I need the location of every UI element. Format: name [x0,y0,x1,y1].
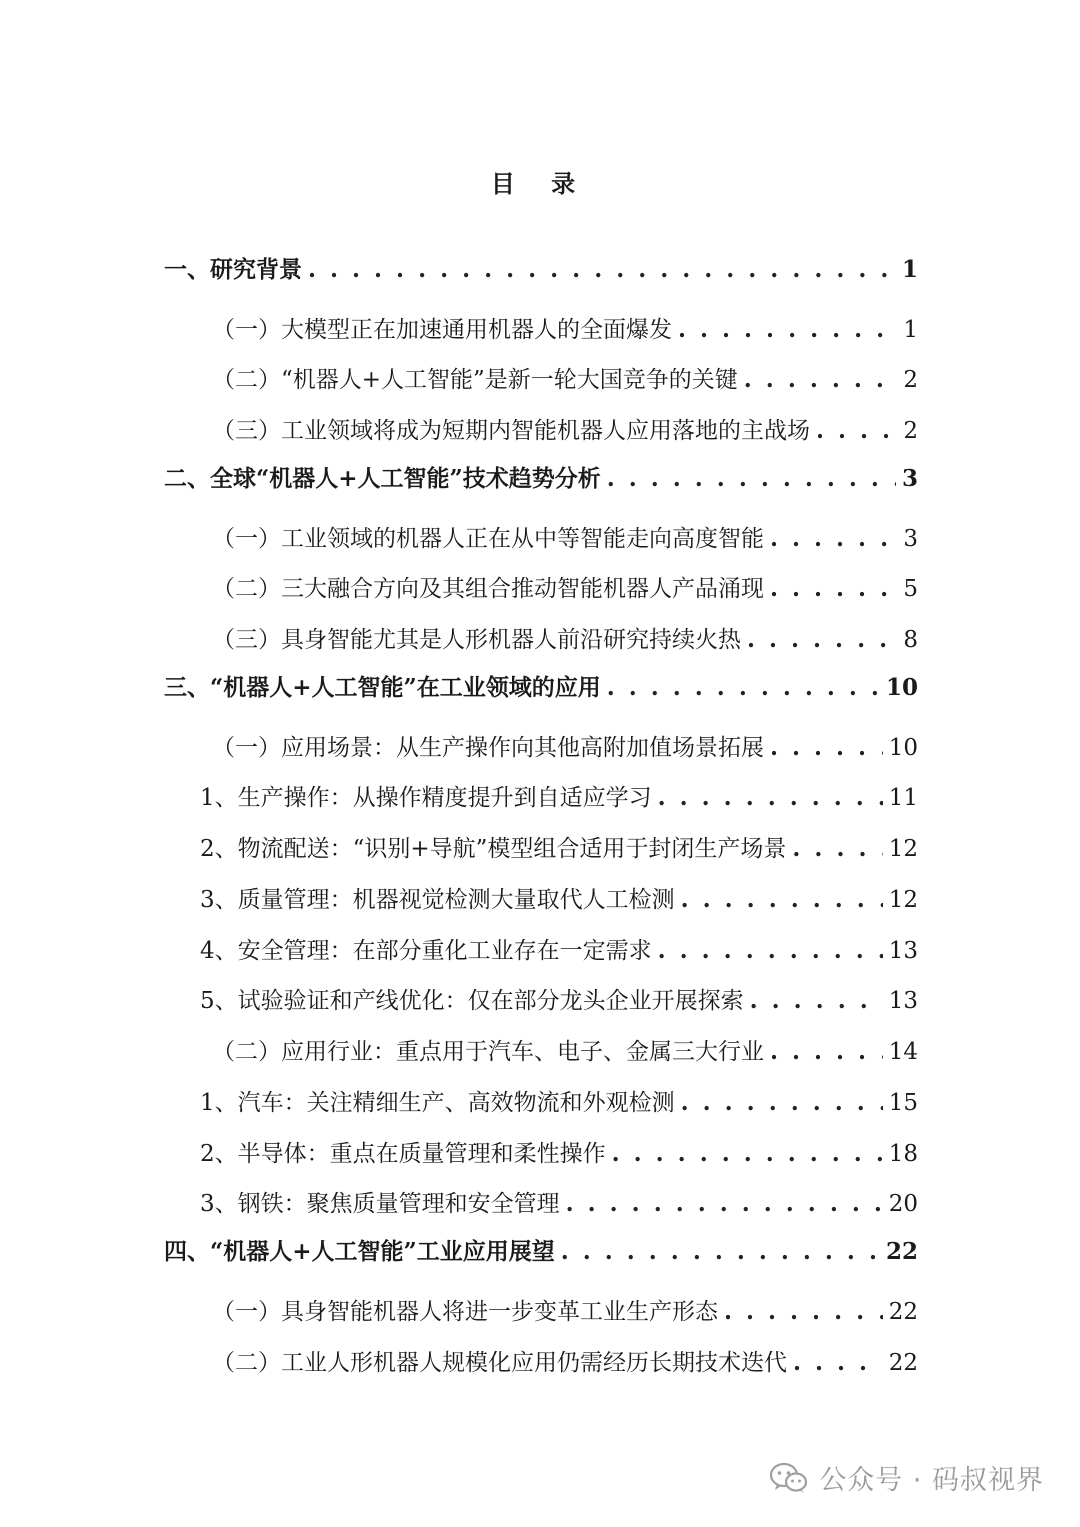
page-title: 目 录 [490,169,590,198]
toc-entry-text: （二）应用行业：重点用于汽车、电子、金属三大行业 [212,1039,764,1065]
toc-dot-leader [747,620,897,660]
toc-entry [212,1292,918,1332]
toc-dot-leader [607,459,896,499]
toc-page-number: 8 [903,627,918,653]
toc-page-number: 18 [888,1141,918,1167]
toc-dot-leader [724,1292,883,1332]
toc-page-number: 13 [888,988,918,1014]
toc-entry [212,569,918,609]
toc-page-number: 2 [903,418,918,444]
toc-page-number: 22 [888,1299,918,1325]
toc-entry-text: 一、研究背景 [164,256,302,283]
toc-entry [212,360,918,400]
toc-entry-text: 1、生产操作：从操作精度提升到自适应学习 [200,785,652,811]
toc-dot-leader [678,310,897,350]
toc-entry [164,1232,918,1272]
wechat-icon [769,1461,809,1495]
toc-dot-leader [308,250,896,290]
toc-entry-text: 三、“机器人+人工智能”在工业领域的应用 [164,674,601,701]
toc-entry-text: （一）具身智能机器人将进一步变革工业生产形态 [212,1299,718,1325]
toc-entry-text: 4、安全管理：在部分重化工业存在一定需求 [200,938,652,964]
toc-entry-text: （二）“机器人+人工智能”是新一轮大国竞争的关键 [212,367,738,393]
toc-entry-text: （二）工业人形机器人规模化应用仍需经历长期技术迭代 [212,1350,787,1376]
toc-entry [212,1032,918,1072]
watermark-text: 公众号 · 码叔视界 [819,1465,1044,1496]
toc-entry [200,981,918,1021]
toc-dot-leader [770,519,897,559]
toc-entry-text: （一）工业领域的机器人正在从中等智能走向高度智能 [212,526,764,552]
toc-page-number: 15 [888,1090,918,1116]
toc-dot-leader [793,1343,883,1383]
toc-dot-leader [770,728,883,768]
toc-dot-leader [744,360,898,400]
toc-page-number: 2 [903,367,918,393]
toc-dot-leader [658,931,883,971]
toc-page-number: 22 [888,1350,918,1376]
toc-entry-text: 2、半导体：重点在质量管理和柔性操作 [200,1141,606,1167]
toc-page-number: 10 [885,674,918,701]
toc-dot-leader [681,1083,883,1123]
toc-dot-leader [607,668,880,708]
toc-entry-text: 1、汽车：关注精细生产、高效物流和外观检测 [200,1090,675,1116]
toc-dot-leader [792,829,882,869]
toc-entry-text: 四、“机器人+人工智能”工业应用展望 [164,1238,555,1265]
toc-entry [200,829,918,869]
toc-dot-leader [816,411,897,451]
toc-entry [200,1184,918,1224]
toc-dot-leader [770,1032,883,1072]
toc-page-number: 12 [888,887,918,913]
toc-entry [212,310,918,350]
toc-entry-text: （三）具身智能尤其是人形机器人前沿研究持续火热 [212,627,741,653]
toc-entry [164,250,918,290]
watermark [769,1458,1044,1497]
toc-entry-text: 2、物流配送：“识别+导航”模型组合适用于封闭生产场景 [200,836,787,862]
toc-dot-leader [566,1184,883,1224]
toc-page-number: 10 [888,735,918,761]
toc-dot-leader [750,981,883,1021]
toc-entry [200,778,918,818]
toc-page-number: 5 [903,576,918,602]
toc-page-number: 20 [888,1191,918,1217]
toc-page-number: 22 [885,1238,918,1265]
toc-entry [212,728,918,768]
toc-entry [212,519,918,559]
toc-page-number: 14 [888,1039,918,1065]
toc-page-number: 1 [901,256,918,283]
toc-dot-leader [612,1134,883,1174]
toc-dot-leader [658,778,883,818]
toc-entry-text: 二、全球“机器人+人工智能”技术趋势分析 [164,465,601,492]
toc-entry-text: （一）应用场景：从生产操作向其他高附加值场景拓展 [212,735,764,761]
toc-entry [200,931,918,971]
toc-dot-leader [561,1232,880,1272]
toc-entry-text: （三）工业领域将成为短期内智能机器人应用落地的主战场 [212,418,810,444]
toc-entry [212,620,918,660]
toc-dot-leader [681,880,883,920]
toc-entry [164,668,918,708]
toc-page-number: 13 [888,938,918,964]
toc-entry [164,459,918,499]
toc-page-number: 1 [903,317,918,343]
toc-entry [200,1134,918,1174]
toc-entry-text: 5、试验验证和产线优化：仅在部分龙头企业开展探索 [200,988,744,1014]
toc-entry [212,411,918,451]
toc-entry-text: 3、钢铁：聚焦质量管理和安全管理 [200,1191,560,1217]
toc-page-number: 3 [901,465,918,492]
toc-dot-leader [770,569,897,609]
toc-entry [200,1083,918,1123]
toc-page-number: 11 [888,785,918,811]
toc-entry-text: （二）三大融合方向及其组合推动智能机器人产品涌现 [212,576,764,602]
toc-entry-text: （一）大模型正在加速通用机器人的全面爆发 [212,317,672,343]
toc-page-number: 3 [903,526,918,552]
toc-entry [212,1343,918,1383]
toc-entry [200,880,918,920]
toc-entry-text: 3、质量管理：机器视觉检测大量取代人工检测 [200,887,675,913]
toc-page-number: 12 [888,836,918,862]
